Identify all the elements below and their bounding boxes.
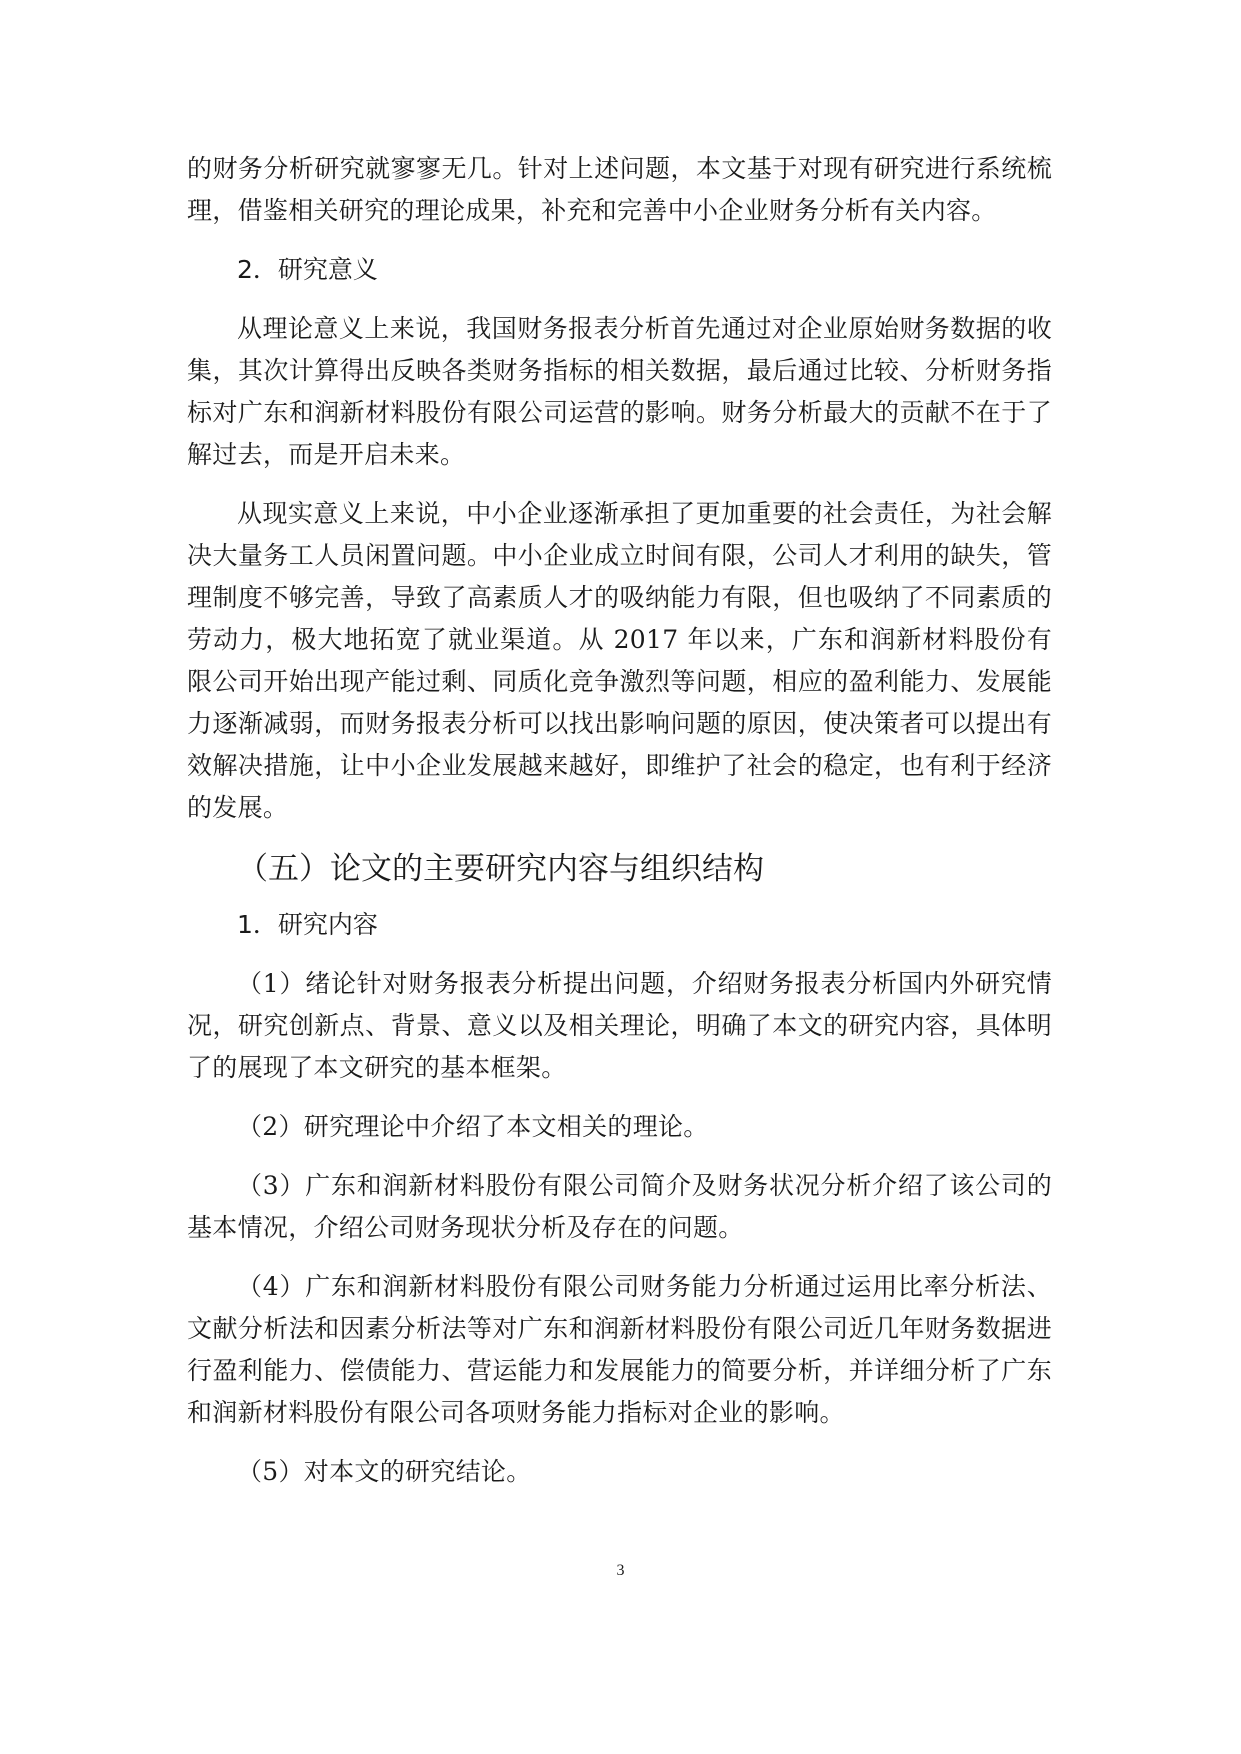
paragraph-theoretical-significance: 从理论意义上来说，我国财务报表分析首先通过对企业原始财务数据的收集，其次计算得出反映各类财务指标的相关数据，最后通过比较、分析财务指标对广东和润新材料股份有限公司运营的影响。财务分析最大的贡献不在于了解过去，而是开启未来。 (187, 314, 1052, 469)
list-item-4: （4）广东和润新材料股份有限公司财务能力分析通过运用比率分析法、文献分析法和因素分析法等对广东和润新材料股份有限公司近几年财务数据进行盈利能力、偿债能力、营运能力和发展能力的简要分析，并详细分析了广东和润新材料股份有限公司各项财务能力指标对企业的影响。 (187, 1272, 1052, 1427)
paragraph-practical-significance: 从现实意义上来说，中小企业逐渐承担了更加重要的社会责任，为社会解决大量务工人员闲置问题。中小企业成立时间有限，公司人才利用的缺失，管理制度不够完善，导致了高素质人才的吸纳能力有限，但也吸纳了不同素质的劳动力，极大地拓宽了就业渠道。从 2017 年以来，广东和润新材料股份有限公司开始出现产能过剩、同质化竞争激烈等问题，相应的盈利能力、发展能力逐渐减弱，而财务报表分析可以找出影响问题的原因，使决策者可以提出有效解决措施，让中小企业发展越来越好，即维护了社会的稳定，也有利于经济的发展。 (187, 499, 1052, 822)
list-item-3: （3）广东和润新材料股份有限公司简介及财务状况分析介绍了该公司的基本情况，介绍公司财务现状分析及存在的问题。 (187, 1171, 1052, 1242)
page-number: 3 (616, 1562, 625, 1579)
paragraph-continuation: 的财务分析研究就寥寥无几。针对上述问题，本文基于对现有研究进行系统梳理，借鉴相关研究的理论成果，补充和完善中小企业财务分析有关内容。 (187, 154, 1052, 225)
list-item-1: （1）绪论针对财务报表分析提出问题，介绍财务报表分析国内外研究情况，研究创新点、背景、意义以及相关理论，明确了本文的研究内容，具体明了的展现了本文研究的基本框架。 (187, 969, 1052, 1082)
section-heading-research-content: （五）论文的主要研究内容与组织结构 (237, 851, 764, 887)
list-item-5: （5）对本文的研究结论。 (237, 1457, 532, 1486)
subheading-research-content: 1．研究内容 (237, 910, 378, 939)
list-item-2: （2）研究理论中介绍了本文相关的理论。 (237, 1112, 709, 1141)
page-content (187, 148, 1052, 1510)
subheading-research-significance: 2．研究意义 (237, 255, 378, 284)
